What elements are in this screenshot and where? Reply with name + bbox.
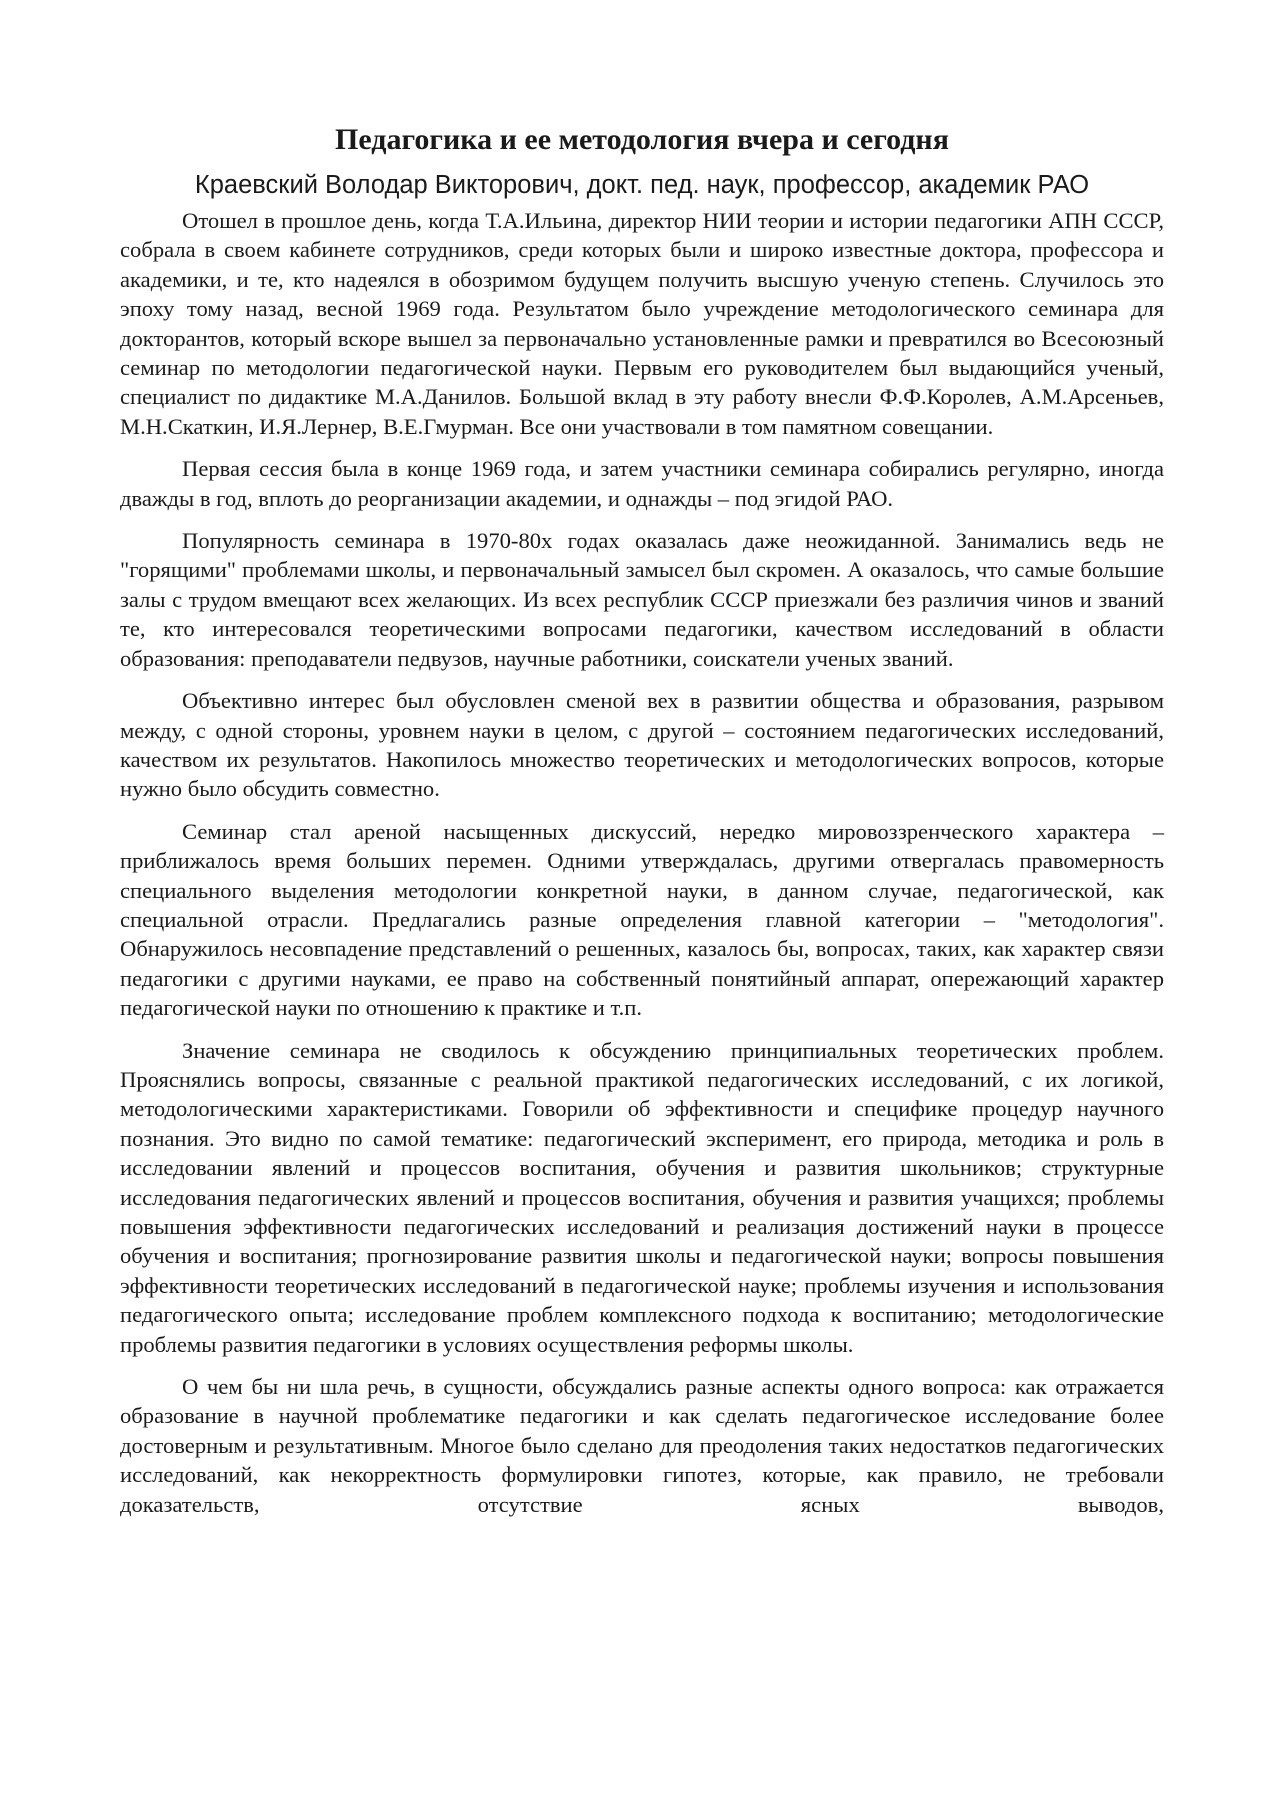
document-title: Педагогика и ее методология вчера и сегодня: [335, 123, 949, 156]
paragraph-7: О чем бы ни шла речь, в сущности, обсуждались разные аспекты одного вопроса: как отражается образование в научной проблематике педагогики и как сделать педагогическое исследование более достоверным и результативным. Многое было сделано для преодоления таких недостатков педагогических исследований, как некорректность формулировки гипотез, которые, как правило, не требовали доказательств, отсутствие ясных выводов,: [120, 1374, 1164, 1517]
paragraph-3: Популярность семинара в 1970-80х годах оказалась даже неожиданной. Занимались ведь не "горящими" проблемами школы, и первоначальный замысел был скромен. А оказалось, что самые большие залы с трудом вмещают всех желающих. Из всех республик СССР приезжали без различия чинов и званий те, кто интересовался теоретическими вопросами педагогики, качеством исследований в области образования: преподаватели педвузов, научные работники, соискатели ученых званий.: [120, 528, 1164, 671]
paragraph-4: Объективно интерес был обусловлен сменой вех в развитии общества и образования, разрывом между, с одной стороны, уровнем науки в целом, с другой – состоянием педагогических исследований, качеством их результатов. Накопилось множество теоретических и методологических вопросов, которые нужно было обсудить совместно.: [120, 688, 1164, 802]
paragraph-5: Семинар стал ареной насыщенных дискуссий, нередко мировоззренческого характера – приближалось время больших перемен. Одними утверждалась, другими отвергалась правомерность специального выделения методологии конкретной науки, в данном случае, педагогической, как специальной отрасли. Предлагались разные определения главной категории – "методология". Обнаружилось несовпадение представлений о решенных, казалось бы, вопросах, таких, как характер связи педагогики с другими науками, ее право на собственный понятийный аппарат, опережающий характер педагогической науки по отношению к практике и т.п.: [120, 818, 1164, 1021]
page-content: [120, 120, 1164, 1532]
paragraph-1: Отошел в прошлое день, когда Т.А.Ильина, директор НИИ теории и истории педагогики АПН СССР, собрала в своем кабинете сотрудников, среди которых были и широко известные доктора, профессора и академики, и те, кто надеялся в обозримом будущем получить высшую ученую степень. Случилось это эпоху тому назад, весной 1969 года. Результатом было учреждение методологического семинара для докторантов, который вскоре вышел за первоначально установленные рамки и превратился во Всесоюзный семинар по методологии педагогической науки. Первым его руководителем был выдающийся ученый, специалист по дидактике М.А.Данилов. Большой вклад в эту работу внесли Ф.Ф.Королев, А.М.Арсеньев, М.Н.Скаткин, И.Я.Лернер, В.Е.Гмурман. Все они участвовали в том памятном совещании.: [120, 208, 1164, 439]
author-line: Краевский Володар Викторович, докт. пед. наук, профессор, академик РАО: [194, 171, 1090, 199]
paragraph-6: Значение семинара не сводилось к обсуждению принципиальных теоретических проблем. Прояснялись вопросы, связанные с реальной практикой педагогических исследований, с их логикой, методологическими характеристиками. Говорили об эффективности и специфике процедур научного познания. Это видно по самой тематике: педагогический эксперимент, его природа, методика и роль в исследовании явлений и процессов воспитания, обучения и развития школьников; структурные исследования педагогических явлений и процессов воспитания, обучения и развития учащихся; проблемы повышения эффективности педагогических исследований и реализация достижений науки в процессе обучения и воспитания; прогнозирование развития школы и педагогической науки; вопросы повышения эффективности теоретических исследований в педагогической науке; проблемы изучения и использования педагогического опыта; исследование проблем комплексного подхода к воспитанию; методологические проблемы развития педагогики в условиях осуществления реформы школы.: [120, 1037, 1164, 1357]
paragraph-2: Первая сессия была в конце 1969 года, и затем участники семинара собирались регулярно, иногда дважды в год, вплоть до реорганизации академии, и однажды – под эгидой РАО.: [120, 456, 1164, 511]
